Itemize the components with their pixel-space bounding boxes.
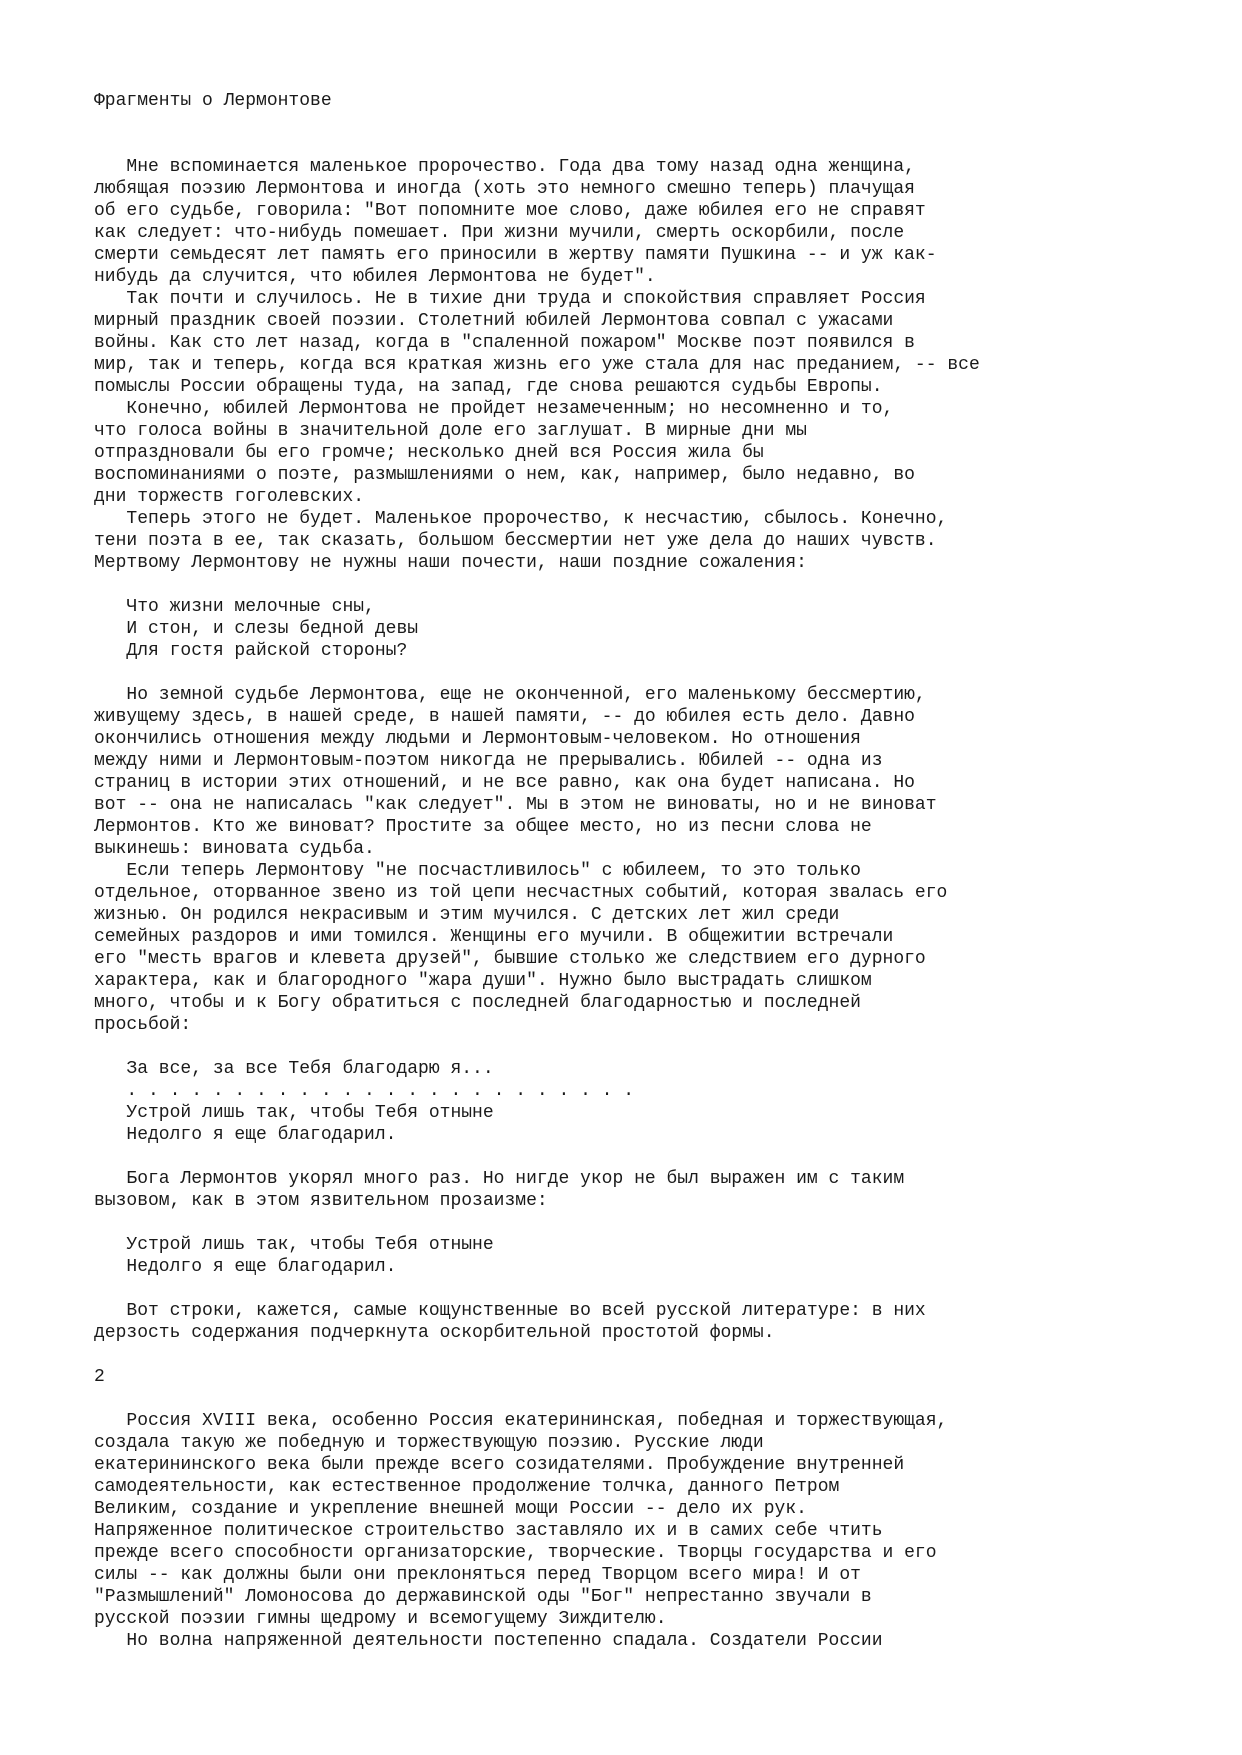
text-line: Конечно, юбилей Лермонтова не пройдет незамеченным; но несомненно и то,	[94, 399, 894, 419]
text-line: дерзость содержания подчеркнута оскорбительной простотой формы.	[94, 1323, 775, 1343]
text-line	[94, 1344, 1234, 1366]
text-line: силы -- как должны были они преклоняться перед Творцом всего мира! И от	[94, 1565, 861, 1585]
text-line	[94, 1146, 1234, 1168]
text-line: много, чтобы и к Богу обратиться с последней благодарностью и последней	[94, 993, 861, 1013]
text-line: Если теперь Лермонтову "не посчастливилось" с юбилеем, то это только	[94, 861, 861, 881]
text-line: Великим, создание и укрепление внешней мощи России -- дело их рук.	[94, 1499, 807, 1519]
text-line: отдельное, оторванное звено из той цепи несчастных событий, которая звалась его	[94, 883, 948, 903]
text-line	[94, 1036, 1234, 1058]
text-line	[94, 574, 1234, 596]
text-line: Лермонтов. Кто же виноват? Простите за общее место, но из песни слова не	[94, 817, 872, 837]
text-line: Недолго я еще благодарил.	[94, 1257, 397, 1277]
text-line: русской поэзии гимны щедрому и всемогущему Зиждителю.	[94, 1609, 667, 1629]
text-line: Недолго я еще благодарил.	[94, 1125, 397, 1145]
text-line: самодеятельности, как естественное продолжение толчка, данного Петром	[94, 1477, 840, 1497]
text-line: Так почти и случилось. Не в тихие дни труда и спокойствия справляет Россия	[94, 289, 926, 309]
text-line: вот -- она не написалась "как следует". Мы в этом не виноваты, но и не виноват	[94, 795, 937, 815]
text-line: Мертвому Лермонтову не нужны наши почести, наши поздние сожаления:	[94, 553, 807, 573]
text-line: дни торжеств гоголевских.	[94, 487, 365, 507]
text-line: 2	[94, 1367, 105, 1387]
text-line: об его судьбе, говорила: "Вот попомните мое слово, даже юбилея его не справят	[94, 201, 926, 221]
text-line: семейных раздоров и ими томился. Женщины его мучили. В общежитии встречали	[94, 927, 894, 947]
document-title: Фрагменты о Лермонтове	[94, 91, 332, 111]
text-line: окончились отношения между людьми и Лермонтовым-человеком. Но отношения	[94, 729, 861, 749]
text-line: отпраздновали бы его громче; несколько дней вся Россия жила бы	[94, 443, 764, 463]
text-line: как следует: что-нибудь помешает. При жизни мучили, смерть оскорбили, после	[94, 223, 905, 243]
text-line: Но земной судьбе Лермонтова, еще не оконченной, его маленькому бессмертию,	[94, 685, 926, 705]
text-line: Что жизни мелочные сны,	[94, 597, 375, 617]
text-line: помыслы России обращены туда, на запад, где снова решаются судьбы Европы.	[94, 377, 883, 397]
text-line: его "месть врагов и клевета друзей", бывшие столько же следствием его дурного	[94, 949, 926, 969]
text-line: прежде всего способности организаторские, творческие. Творцы государства и его	[94, 1543, 937, 1563]
text-line: создала такую же победную и торжествующую поэзию. Русские люди	[94, 1433, 764, 1453]
document-page	[94, 90, 1234, 1652]
text-line: смерти семьдесят лет память его приносили в жертву памяти Пушкина -- и уж как-	[94, 245, 937, 265]
text-line: мирный праздник своей поэзии. Столетний юбилей Лермонтова совпал с ужасами	[94, 311, 894, 331]
text-line	[94, 112, 1234, 134]
text-line: Устрой лишь так, чтобы Тебя отныне	[94, 1103, 494, 1123]
text-line: жизнью. Он родился некрасивым и этим мучился. С детских лет жил среди	[94, 905, 840, 925]
text-line: мир, так и теперь, когда вся краткая жизнь его уже стала для нас преданием, -- все	[94, 355, 980, 375]
text-line: между ними и Лермонтовым-поэтом никогда не прерывались. Юбилей -- одна из	[94, 751, 883, 771]
text-line: страниц в истории этих отношений, и не все равно, как она будет написана. Но	[94, 773, 915, 793]
text-line: живущему здесь, в нашей среде, в нашей памяти, -- до юбилея есть дело. Давно	[94, 707, 915, 727]
text-line: Для гостя райской стороны?	[94, 641, 408, 661]
text-line: Вот строки, кажется, самые кощунственные во всей русской литературе: в них	[94, 1301, 926, 1321]
text-line: Но волна напряженной деятельности постепенно спадала. Создатели России	[94, 1631, 883, 1651]
text-line: Бога Лермонтов укорял много раз. Но нигде укор не был выражен им с таким	[94, 1169, 905, 1189]
text-line	[94, 134, 1234, 156]
text-line	[94, 1388, 1234, 1410]
text-line: Устрой лишь так, чтобы Тебя отныне	[94, 1235, 494, 1255]
text-line: Мне вспоминается маленькое пророчество. Года два тому назад одна женщина,	[94, 157, 915, 177]
text-line: . . . . . . . . . . . . . . . . . . . . . . . .	[94, 1081, 635, 1101]
text-line: просьбой:	[94, 1015, 192, 1035]
text-line: Россия XVIII века, особенно Россия екатерининская, победная и торжествующая,	[94, 1411, 948, 1431]
text-line: Теперь этого не будет. Маленькое пророчество, к несчастию, сбылось. Конечно,	[94, 509, 948, 529]
text-line: характера, как и благородного "жара души". Нужно было выстрадать слишком	[94, 971, 872, 991]
text-line: И стон, и слезы бедной девы	[94, 619, 419, 639]
text-line: тени поэта в ее, так сказать, большом бессмертии нет уже дела до наших чувств.	[94, 531, 937, 551]
text-line: что голоса войны в значительной доле его заглушат. В мирные дни мы	[94, 421, 807, 441]
text-line: выкинешь: виновата судьба.	[94, 839, 375, 859]
text-line: воспоминаниями о поэте, размышлениями о нем, как, например, было недавно, во	[94, 465, 915, 485]
text-line: любящая поэзию Лермонтова и иногда (хоть это немного смешно теперь) плачущая	[94, 179, 915, 199]
text-line: Напряженное политическое строительство заставляло их и в самих себе чтить	[94, 1521, 883, 1541]
text-line: вызовом, как в этом язвительном прозаизме:	[94, 1191, 548, 1211]
text-line	[94, 662, 1234, 684]
text-line: "Размышлений" Ломоносова до державинской оды "Бог" непрестанно звучали в	[94, 1587, 872, 1607]
text-line: нибудь да случится, что юбилея Лермонтова не будет".	[94, 267, 656, 287]
text-line	[94, 1212, 1234, 1234]
text-line: За все, за все Тебя благодарю я...	[94, 1059, 494, 1079]
text-line: войны. Как сто лет назад, когда в "спаленной пожаром" Москве поэт появился в	[94, 333, 915, 353]
text-line: екатерининского века были прежде всего созидателями. Пробуждение внутренней	[94, 1455, 905, 1475]
text-line	[94, 1278, 1234, 1300]
